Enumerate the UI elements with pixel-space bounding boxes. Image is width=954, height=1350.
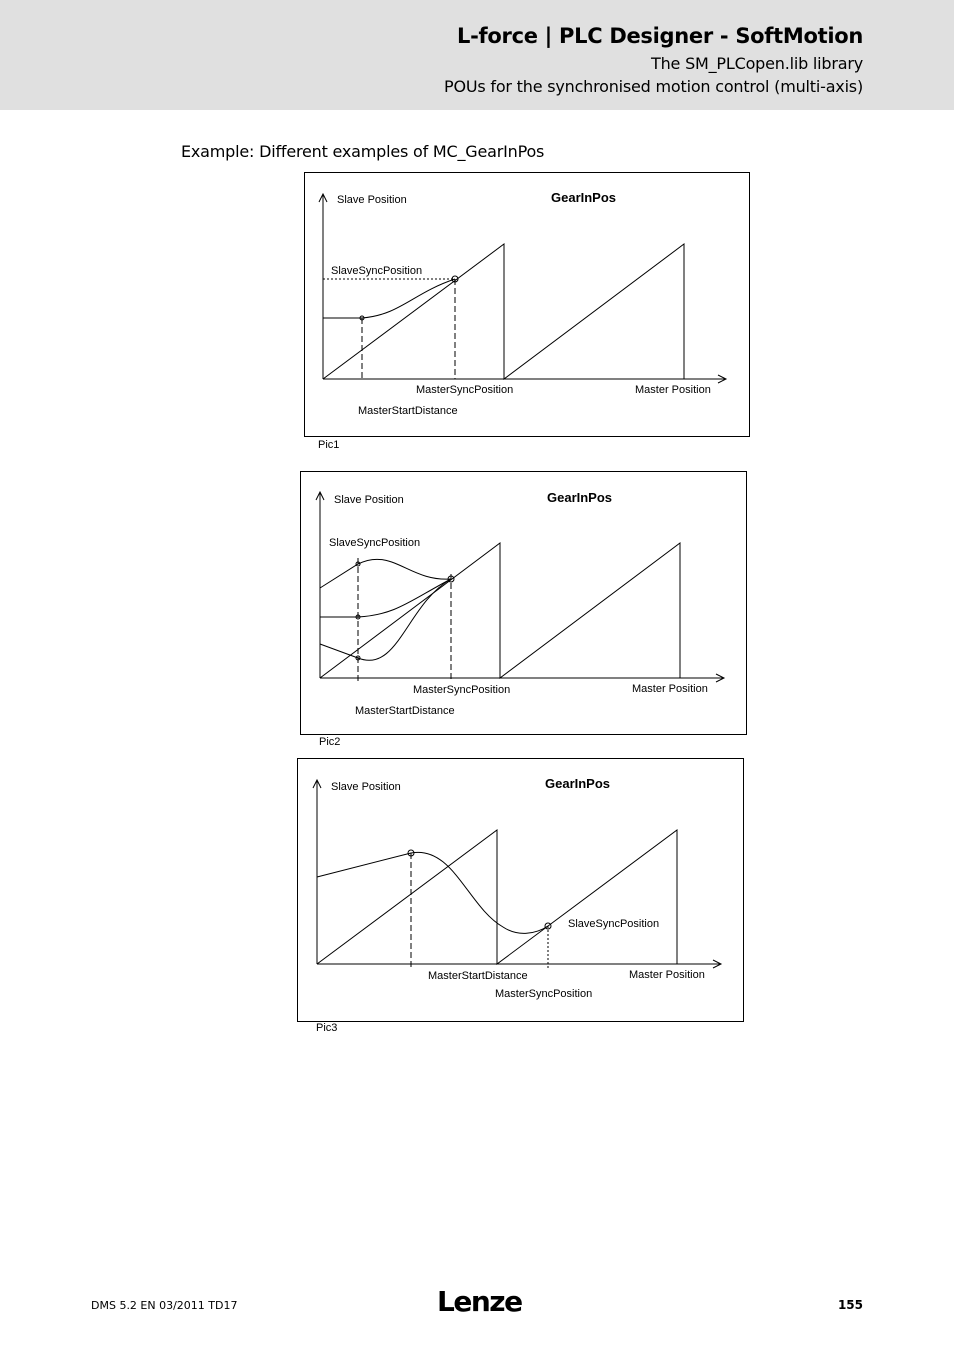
- pic1-label: Pic1: [318, 439, 340, 451]
- slave-curve-high: [320, 559, 451, 588]
- y-axis-label: Slave Position: [334, 494, 404, 506]
- slave-sync-label: SlaveSyncPosition: [331, 265, 423, 277]
- diagram-pic2: [301, 472, 748, 736]
- master-sync-label: MasterSyncPosition: [495, 988, 593, 1000]
- diagram-pic3: [298, 759, 745, 1023]
- master-sawtooth: [320, 543, 680, 678]
- master-sync-label: MasterSyncPosition: [413, 684, 511, 696]
- y-axis-label: Slave Position: [337, 194, 407, 206]
- graph-title: GearInPos: [551, 190, 617, 205]
- figure-pic2: [300, 471, 747, 735]
- slave-curve-low: [320, 579, 451, 660]
- x-axis-label: Master Position: [632, 683, 708, 695]
- example-caption: Example: Different examples of MC_GearInPos: [181, 142, 545, 161]
- master-start-label: MasterStartDistance: [355, 705, 455, 717]
- master-sawtooth: [317, 830, 677, 964]
- slave-sync-label: SlaveSyncPosition: [568, 918, 660, 930]
- header-title: L-force | PLC Designer - SoftMotion: [457, 24, 863, 48]
- footer-doc-id: DMS 5.2 EN 03/2011 TD17: [91, 1299, 238, 1312]
- page-number: 155: [837, 1298, 863, 1312]
- page-header: [0, 0, 954, 110]
- slave-curve-mid: [320, 579, 451, 617]
- header-subtitle-section: POUs for the synchronised motion control (multi-axis): [444, 77, 863, 96]
- x-axis-label: Master Position: [635, 384, 711, 396]
- slave-sync-label: SlaveSyncPosition: [329, 537, 421, 549]
- master-start-label: MasterStartDistance: [428, 970, 528, 982]
- figure-pic1: [304, 172, 750, 437]
- brand-logo: Lenze: [437, 1285, 522, 1318]
- slave-curve: [317, 852, 548, 933]
- pic2-label: Pic2: [319, 736, 341, 748]
- master-sync-label: MasterSyncPosition: [416, 384, 514, 396]
- slave-curve: [323, 279, 455, 318]
- header-subtitle-library: The SM_PLCopen.lib library: [651, 54, 863, 73]
- graph-title: GearInPos: [547, 490, 613, 505]
- master-start-label: MasterStartDistance: [358, 405, 458, 417]
- graph-title: GearInPos: [545, 776, 611, 791]
- x-axis-label: Master Position: [629, 969, 705, 981]
- pic3-label: Pic3: [316, 1022, 338, 1034]
- diagram-pic1: [305, 173, 751, 438]
- figure-pic3: [297, 758, 744, 1022]
- y-axis-label: Slave Position: [331, 781, 401, 793]
